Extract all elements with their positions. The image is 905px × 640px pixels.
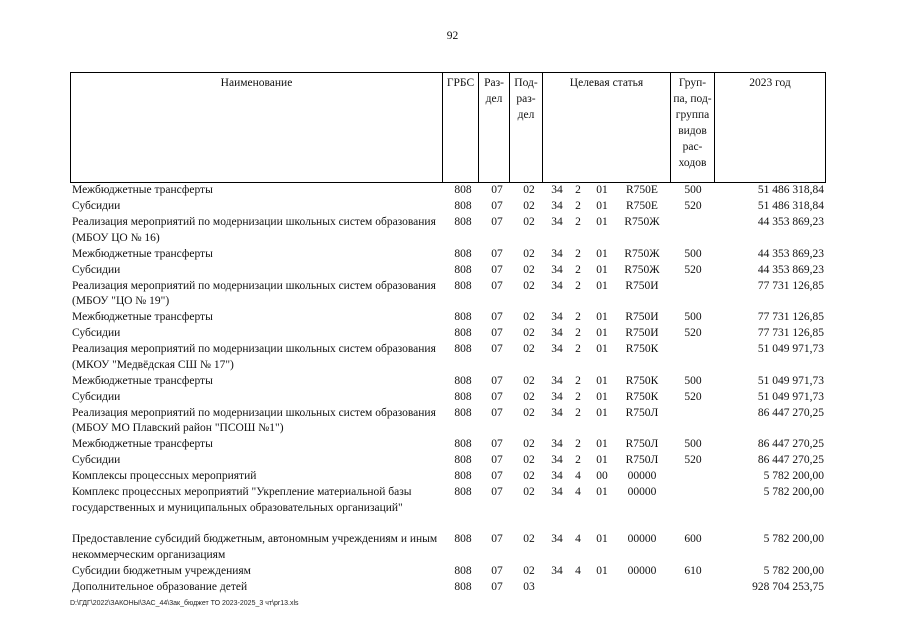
row-c2: 4: [575, 486, 581, 498]
row-c2: 2: [575, 343, 581, 355]
row-pr: 02: [523, 406, 535, 419]
row-amount: 86 447 270,25: [757, 454, 824, 466]
row-pr: 02: [523, 247, 535, 260]
row-rz: 07: [491, 438, 503, 450]
table-body: [70, 183, 826, 596]
row-c3: 01: [596, 327, 608, 339]
row-c1: 34: [551, 438, 563, 450]
table-row: [70, 310, 826, 326]
row-pr: 02: [523, 327, 535, 339]
row-grbs: 808: [454, 184, 472, 196]
row-c2: 2: [575, 216, 581, 228]
row-c3: 01: [596, 438, 608, 450]
row-name: Реализация мероприятий по модернизации школьных систем образования (МКОУ "Медвёдская СШ № 17"): [72, 343, 436, 371]
row-rz: 07: [491, 390, 503, 403]
row-c1: 34: [551, 564, 563, 577]
row-name: Субсидии: [72, 327, 121, 339]
row-c3: 01: [596, 184, 608, 196]
row-c1: 34: [551, 216, 563, 228]
row-grbs: 808: [454, 263, 472, 276]
row-c1: 34: [551, 454, 563, 466]
table-row: [70, 390, 826, 406]
row-c3: 01: [596, 533, 608, 545]
row-c4: R750Л: [625, 438, 659, 450]
header-gruppa: Груп- па, под- группа видов рас- ходов: [671, 73, 715, 182]
table-header: [70, 72, 826, 183]
row-pr: 02: [523, 200, 535, 212]
row-c4: R750Е: [626, 200, 658, 212]
row-amount: 77 731 126,85: [757, 327, 824, 339]
row-vr: 600: [684, 533, 702, 545]
row-c1: 34: [551, 263, 563, 276]
row-c2: 4: [575, 533, 581, 545]
row-c4: 00000: [627, 533, 657, 545]
row-name: Межбюджетные трансферты: [72, 311, 213, 323]
row-rz: 07: [491, 374, 503, 387]
row-grbs: 808: [454, 247, 472, 260]
row-c4: R750Ж: [624, 263, 660, 276]
page-number: 92: [446, 30, 459, 42]
row-c4: R750Л: [625, 454, 659, 466]
row-c1: 34: [551, 247, 563, 260]
row-c1: 34: [551, 390, 563, 403]
row-rz: 07: [491, 406, 503, 419]
row-c4: R750Е: [626, 184, 658, 196]
row-c1: 34: [551, 470, 563, 482]
row-amount: 51 486 318,84: [757, 184, 824, 196]
row-grbs: 808: [454, 390, 472, 403]
row-c2: 2: [575, 311, 581, 323]
row-c3: 01: [596, 343, 608, 355]
row-name: Субсидии: [72, 200, 121, 212]
row-name: Межбюджетные трансферты: [72, 247, 213, 260]
row-vr: 500: [684, 374, 702, 387]
row-pr: 02: [523, 438, 535, 450]
row-name: Реализация мероприятий по модернизации школьных систем образования (МБОУ ЦО № 16): [72, 216, 436, 244]
row-c1: 34: [551, 406, 563, 419]
row-grbs: 808: [454, 533, 472, 545]
header-name: Наименование: [71, 73, 443, 182]
row-c3: 01: [596, 406, 608, 419]
row-c2: 4: [575, 470, 581, 482]
header-razdel: Раз- дел: [479, 73, 510, 182]
row-vr: 520: [684, 327, 702, 339]
row-grbs: 808: [454, 454, 472, 466]
row-grbs: 808: [454, 279, 472, 292]
row-c2: 2: [575, 184, 581, 196]
row-c4: 00000: [627, 470, 657, 482]
row-rz: 07: [491, 184, 503, 196]
row-rz: 07: [491, 200, 503, 212]
row-rz: 07: [491, 564, 503, 577]
table-row: [70, 532, 826, 564]
row-vr: 500: [684, 311, 702, 323]
row-pr: 02: [523, 374, 535, 387]
row-c4: R750Ж: [624, 216, 660, 228]
row-grbs: 808: [454, 406, 472, 419]
row-c3: 01: [596, 311, 608, 323]
row-name: Дополнительное образование детей: [72, 580, 248, 593]
row-grbs: 808: [454, 200, 472, 212]
row-c3: 01: [596, 486, 608, 498]
row-name: Реализация мероприятий по модернизации школьных систем образования (МБОУ МО Плавский район "ПСОШ №1"): [72, 406, 436, 434]
table-row: [70, 326, 826, 342]
row-rz: 07: [491, 343, 503, 355]
row-c1: 34: [551, 374, 563, 387]
row-c3: 00: [596, 470, 608, 482]
row-pr: 02: [523, 454, 535, 466]
row-c3: 01: [596, 263, 608, 276]
row-name: Субсидии: [72, 263, 121, 276]
row-name: Субсидии: [72, 454, 121, 466]
row-c2: 2: [575, 438, 581, 450]
row-rz: 07: [491, 216, 503, 228]
row-amount: 51 049 971,73: [757, 390, 824, 403]
table-row: [70, 564, 826, 580]
row-c4: 00000: [627, 486, 657, 498]
header-podrazdel: Под- раз- дел: [510, 73, 543, 182]
row-vr: 500: [684, 247, 702, 260]
row-c4: R750И: [625, 327, 659, 339]
table-row: [70, 485, 826, 532]
row-pr: 02: [523, 390, 535, 403]
row-c2: 2: [575, 247, 581, 260]
row-c1: 34: [551, 311, 563, 323]
table-row: [70, 279, 826, 311]
row-pr: 02: [523, 263, 535, 276]
row-c1: 34: [551, 343, 563, 355]
table-row: [70, 342, 826, 374]
table-row: [70, 406, 826, 438]
table-row: [70, 374, 826, 390]
row-name: Предоставление субсидий бюджетным, автономным учреждениям и иным некоммерческим организациям: [72, 533, 438, 561]
row-name: Комплекс процессных мероприятий "Укрепление материальной базы государственных и муниципальных образовательных организаций": [72, 486, 412, 514]
row-grbs: 808: [454, 438, 472, 450]
row-name: Комплексы процессных мероприятий: [72, 470, 257, 482]
row-rz: 07: [491, 327, 503, 339]
table-row: [70, 453, 826, 469]
row-amount: 86 447 270,25: [757, 406, 824, 419]
row-pr: 02: [523, 311, 535, 323]
table-row: [70, 437, 826, 453]
row-amount: 77 731 126,85: [757, 279, 824, 292]
row-grbs: 808: [454, 470, 472, 482]
row-vr: 500: [684, 438, 702, 450]
row-c1: 34: [551, 327, 563, 339]
row-c2: 2: [575, 327, 581, 339]
row-c3: 01: [596, 200, 608, 212]
row-pr: 02: [523, 279, 535, 292]
row-vr: 500: [684, 184, 702, 196]
row-c3: 01: [596, 390, 608, 403]
row-grbs: 808: [454, 486, 472, 498]
row-vr: 520: [684, 454, 702, 466]
row-amount: 44 353 869,23: [757, 263, 824, 276]
row-amount: 5 782 200,00: [763, 533, 824, 545]
row-pr: 02: [523, 184, 535, 196]
file-path-footer: D:\ГДГ\2022\ЗАКОНЫ\ЗАС_44\3ак_бюджет ТО 2023-2025_3 чт\pr13.xls: [70, 600, 299, 607]
row-c3: 01: [596, 216, 608, 228]
row-amount: 44 353 869,23: [757, 247, 824, 260]
row-rz: 07: [491, 533, 503, 545]
row-amount: 51 049 971,73: [757, 343, 824, 355]
row-c1: 34: [551, 486, 563, 498]
row-c4: R750Л: [625, 406, 659, 419]
row-amount: 928 704 253,75: [752, 580, 824, 593]
row-pr: 02: [523, 564, 535, 577]
table-row: [70, 247, 826, 263]
row-amount: 44 353 869,23: [757, 216, 824, 228]
row-c4: R750И: [625, 279, 659, 292]
row-grbs: 808: [454, 311, 472, 323]
row-pr: 02: [523, 216, 535, 228]
table-row: [70, 263, 826, 279]
row-name: Межбюджетные трансферты: [72, 438, 213, 450]
row-pr: 02: [523, 533, 535, 545]
row-rz: 07: [491, 470, 503, 482]
row-pr: 03: [523, 580, 535, 593]
row-vr: 520: [684, 263, 702, 276]
header-grbs: ГРБС: [443, 73, 479, 182]
header-celevaya-statya: Целевая статья: [543, 73, 671, 182]
row-grbs: 808: [454, 564, 472, 577]
row-grbs: 808: [454, 343, 472, 355]
row-grbs: 808: [454, 216, 472, 228]
row-rz: 07: [491, 263, 503, 276]
row-rz: 07: [491, 279, 503, 292]
row-rz: 07: [491, 580, 503, 593]
row-c1: 34: [551, 279, 563, 292]
row-name: Межбюджетные трансферты: [72, 374, 213, 387]
row-grbs: 808: [454, 327, 472, 339]
row-vr: 520: [684, 390, 702, 403]
row-c3: 01: [596, 247, 608, 260]
row-c4: R750К: [625, 343, 659, 355]
row-c3: 01: [596, 374, 608, 387]
row-c2: 4: [575, 564, 581, 577]
row-rz: 07: [491, 311, 503, 323]
row-vr: 610: [684, 564, 702, 577]
row-grbs: 808: [454, 374, 472, 387]
row-name: Субсидии: [72, 390, 121, 403]
table-row: [70, 183, 826, 199]
row-name: Субсидии бюджетным учреждениям: [72, 564, 251, 577]
row-pr: 02: [523, 470, 535, 482]
row-c4: 00000: [627, 564, 657, 577]
row-amount: 51 049 971,73: [757, 374, 824, 387]
row-amount: 86 447 270,25: [757, 438, 824, 450]
row-grbs: 808: [454, 580, 472, 593]
row-c1: 34: [551, 533, 563, 545]
table-row: [70, 199, 826, 215]
row-c2: 2: [575, 454, 581, 466]
row-name: Межбюджетные трансферты: [72, 184, 213, 196]
row-amount: 5 782 200,00: [763, 470, 824, 482]
row-c2: 2: [575, 390, 581, 403]
row-c3: 01: [596, 279, 608, 292]
table-row: [70, 580, 826, 596]
row-c2: 2: [575, 200, 581, 212]
row-amount: 5 782 200,00: [763, 564, 824, 577]
budget-table: [70, 72, 826, 596]
row-amount: 51 486 318,84: [757, 200, 824, 212]
row-rz: 07: [491, 454, 503, 466]
row-c4: R750К: [625, 390, 659, 403]
row-rz: 07: [491, 486, 503, 498]
row-c4: R750К: [625, 374, 659, 387]
row-amount: 5 782 200,00: [763, 486, 824, 498]
row-c2: 2: [575, 374, 581, 387]
row-c4: R750И: [625, 311, 659, 323]
header-year: 2023 год: [749, 77, 791, 89]
row-c2: 2: [575, 406, 581, 419]
row-c2: 2: [575, 279, 581, 292]
row-c4: R750Ж: [624, 247, 660, 260]
row-pr: 02: [523, 343, 535, 355]
row-amount: 77 731 126,85: [757, 311, 824, 323]
table-row: [70, 469, 826, 485]
row-c2: 2: [575, 263, 581, 276]
row-c3: 01: [596, 564, 608, 577]
row-c3: 01: [596, 454, 608, 466]
table-row: [70, 215, 826, 247]
row-rz: 07: [491, 247, 503, 260]
row-vr: 520: [684, 200, 702, 212]
row-pr: 02: [523, 486, 535, 498]
row-c1: 34: [551, 200, 563, 212]
row-name: Реализация мероприятий по модернизации школьных систем образования (МБОУ "ЦО № 19"): [72, 279, 436, 307]
row-c1: 34: [551, 184, 563, 196]
